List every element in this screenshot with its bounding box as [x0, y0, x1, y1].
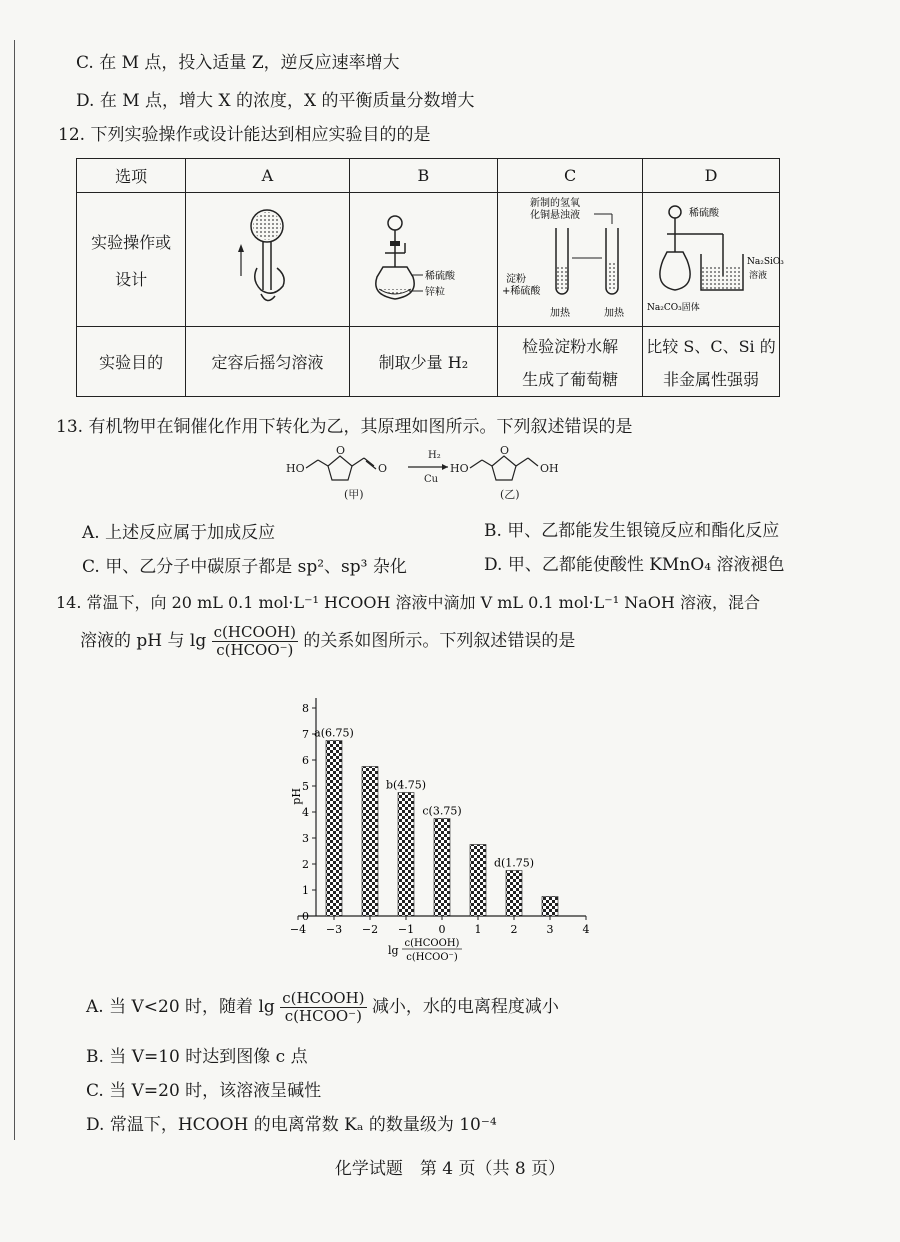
chart-x-label-num: c(HCOOH): [404, 938, 460, 949]
chart-y-tick-label: 3: [302, 832, 309, 845]
q12-purpose-row: [77, 327, 780, 397]
q11-option-d: D. 在 M 点，增大 X 的浓度，X 的平衡质量分数增大: [76, 91, 475, 111]
q12-purpose-a: 定容后摇匀溶液: [186, 327, 349, 397]
chart-bar: [326, 741, 342, 917]
q12-table: [76, 158, 784, 397]
q14-option-b: B. 当 V=10 时达到图像 c 点: [86, 1047, 308, 1067]
chart-x-tick-label: 0: [438, 923, 446, 936]
label-heat-2: 加热: [604, 307, 625, 319]
q13-reaction-scheme: [282, 440, 602, 502]
q12-header-c: C: [498, 159, 643, 193]
q13-option-d: D. 甲、乙都能使酸性 KMnO₄ 溶液褪色: [484, 555, 785, 575]
scheme-ho-right: HO: [450, 462, 469, 475]
chart-x-tick-label: 2: [510, 923, 518, 936]
chart-y-tick-label: 7: [302, 728, 309, 741]
chart-y-tick-label: 1: [302, 884, 309, 897]
q12-purpose-b: 制取少量 H₂: [349, 327, 497, 397]
chart-bar: [542, 897, 558, 917]
chart-x-tick-label: −2: [361, 923, 379, 936]
chart-y-tick-label: 6: [302, 754, 309, 767]
q12-apparatus-a: [186, 193, 349, 327]
q12-row2-label: 实验目的: [77, 327, 186, 397]
label-zinc: 锌粒: [425, 286, 446, 298]
chart-x-tick-label: 3: [546, 923, 554, 936]
scheme-label-jia: (甲): [344, 488, 364, 501]
q14-stem-frac-den: c(HCOO⁻): [216, 641, 294, 659]
q14-option-c: C. 当 V=20 时，该溶液呈碱性: [86, 1081, 322, 1101]
chart-bar: [434, 819, 450, 917]
q12-header-label: 选项: [77, 159, 186, 193]
label-plus-sulfuric: +稀硫酸: [502, 285, 541, 297]
ph-vs-lg-ratio-chart: [270, 684, 610, 964]
q12-purpose-d: [643, 327, 780, 397]
q12-purpose-d-line1: 比较 S、C、Si 的: [646, 336, 776, 356]
chart-x-label-prefix: lg: [388, 944, 399, 957]
chart-y-tick-label: 2: [302, 858, 309, 871]
q14-stem-line2: [80, 624, 575, 659]
label-starch: 淀粉: [506, 273, 527, 285]
q12-apparatus-c: [498, 193, 643, 327]
chart-y-label: pH: [290, 788, 303, 805]
scheme-aldehyde-o: O: [378, 462, 388, 475]
acidity-comparison-figure: [645, 198, 784, 318]
label-na2co3-solid: Na₂CO₃固体: [647, 302, 700, 313]
label-dilute-sulfuric-d: 稀硫酸: [689, 207, 720, 219]
chart-point-label: d(1.75): [493, 856, 535, 870]
chart-labels: [314, 727, 534, 870]
scheme-label-yi: (乙): [500, 488, 520, 501]
starch-hydrolysis-tubes-figure: [500, 194, 640, 322]
scheme-reagent-cu: Cu: [424, 474, 439, 485]
label-dilute-sulfuric-acid: 稀硫酸: [425, 270, 456, 282]
chart-y-tick-label: 8: [302, 702, 309, 715]
q13-option-c: C. 甲、乙分子中碳原子都是 sp²、sp³ 杂化: [82, 557, 407, 577]
chart-y-tick-label: 5: [302, 780, 309, 793]
page-left-rule: [14, 40, 15, 1140]
chart-point-label: a(6.75): [314, 726, 354, 740]
q12-apparatus-row: [77, 193, 780, 327]
q12-stem: 12. 下列实验操作或设计能达到相应实验目的的是: [58, 125, 431, 145]
q12-row1-label-line1: 实验操作或: [91, 232, 172, 252]
chart-bars: [326, 741, 558, 917]
q12-purpose-d-line2: 非金属性强弱: [663, 369, 760, 389]
q12-purpose-c: [498, 327, 643, 397]
q13-option-b: B. 甲、乙都能发生银镜反应和酯化反应: [484, 521, 780, 541]
q12-header-row: [77, 159, 780, 193]
q13-option-a: A. 上述反应属于加成反应: [82, 523, 276, 543]
chart-bar: [362, 767, 378, 917]
chart-x-tick-label: −1: [397, 923, 415, 936]
q12-header-a: A: [186, 159, 349, 193]
label-fresh-cuoh2: 新制的氢氧: [530, 197, 581, 209]
q14-option-a-part1: A. 当 V<20 时，随着 lg: [86, 997, 275, 1017]
q14-option-a-part2: 减小，水的电离程度减小: [371, 997, 559, 1017]
label-suspension: 化铜悬浊液: [530, 209, 581, 221]
chart-x-label-den: c(HCOO⁻): [406, 952, 458, 963]
q14-stem-fraction: [212, 624, 298, 659]
scheme-ho-left: HO: [286, 462, 305, 475]
scheme-ring-o-1: O: [336, 444, 346, 457]
q14-option-a-frac-den: c(HCOO⁻): [284, 1007, 362, 1025]
chart-bar: [470, 845, 486, 917]
scheme-ring-o-2: O: [500, 444, 510, 457]
label-solution: 溶液: [749, 270, 768, 281]
q14-option-d: D. 常温下，HCOOH 的电离常数 Kₐ 的数量级为 10⁻⁴: [86, 1115, 497, 1135]
q14-stem-line2-a: 溶液的 pH 与 lg: [80, 631, 207, 651]
chart-x-tick-label: 1: [474, 923, 482, 936]
scheme-oh-right: OH: [540, 462, 559, 475]
chart-x-tick-label: 4: [582, 923, 590, 936]
label-heat-1: 加热: [550, 307, 571, 319]
chart-point-label: c(3.75): [422, 804, 462, 818]
chart-bar: [506, 871, 522, 917]
q11-option-c: C. 在 M 点，投入适量 Z，逆反应速率增大: [76, 53, 400, 73]
chart-y-tick-label: 4: [302, 806, 309, 819]
chart-x-tick-label: −3: [325, 923, 343, 936]
q12-row1-label: [77, 193, 186, 327]
q12-row1-label-line2: 设计: [115, 269, 148, 289]
q14-option-a: [86, 990, 559, 1025]
q14-option-a-fraction: [280, 990, 366, 1025]
gas-generator-figure: [363, 203, 483, 313]
q12-header-d: D: [643, 159, 780, 193]
volumetric-flask-shaking-figure: [227, 198, 307, 318]
chart-point-label: b(4.75): [385, 778, 427, 792]
chart-y-tick-label: 0: [302, 910, 309, 923]
q12-purpose-c-line1: 检验淀粉水解: [522, 336, 619, 356]
label-na2sio3: Na₂SiO₃: [747, 256, 784, 267]
q12-apparatus-b: [349, 193, 497, 327]
q12-purpose-c-line2: 生成了葡萄糖: [522, 369, 619, 389]
q14-stem-frac-num: c(HCOOH): [213, 623, 296, 641]
q13-stem: 13. 有机物甲在铜催化作用下转化为乙，其原理如图所示。下列叙述错误的是: [56, 417, 633, 437]
q14-stem-line1: 14. 常温下，向 20 mL 0.1 mol·L⁻¹ HCOOH 溶液中滴加 V mL 0.1 mol·L⁻¹ NaOH 溶液，混合: [56, 593, 760, 612]
q14-stem-line2-b: 的关系如图所示。下列叙述错误的是: [303, 631, 576, 651]
q12-header-b: B: [349, 159, 497, 193]
scheme-reagent-h2: H₂: [428, 450, 441, 461]
q12-apparatus-d: [643, 193, 784, 327]
page-footer: 化学试题 第 4 页（共 8 页）: [334, 1159, 566, 1179]
chart-x-tick-label: −4: [289, 923, 307, 936]
chart-bar: [398, 793, 414, 917]
q14-option-a-frac-num: c(HCOOH): [282, 989, 365, 1007]
